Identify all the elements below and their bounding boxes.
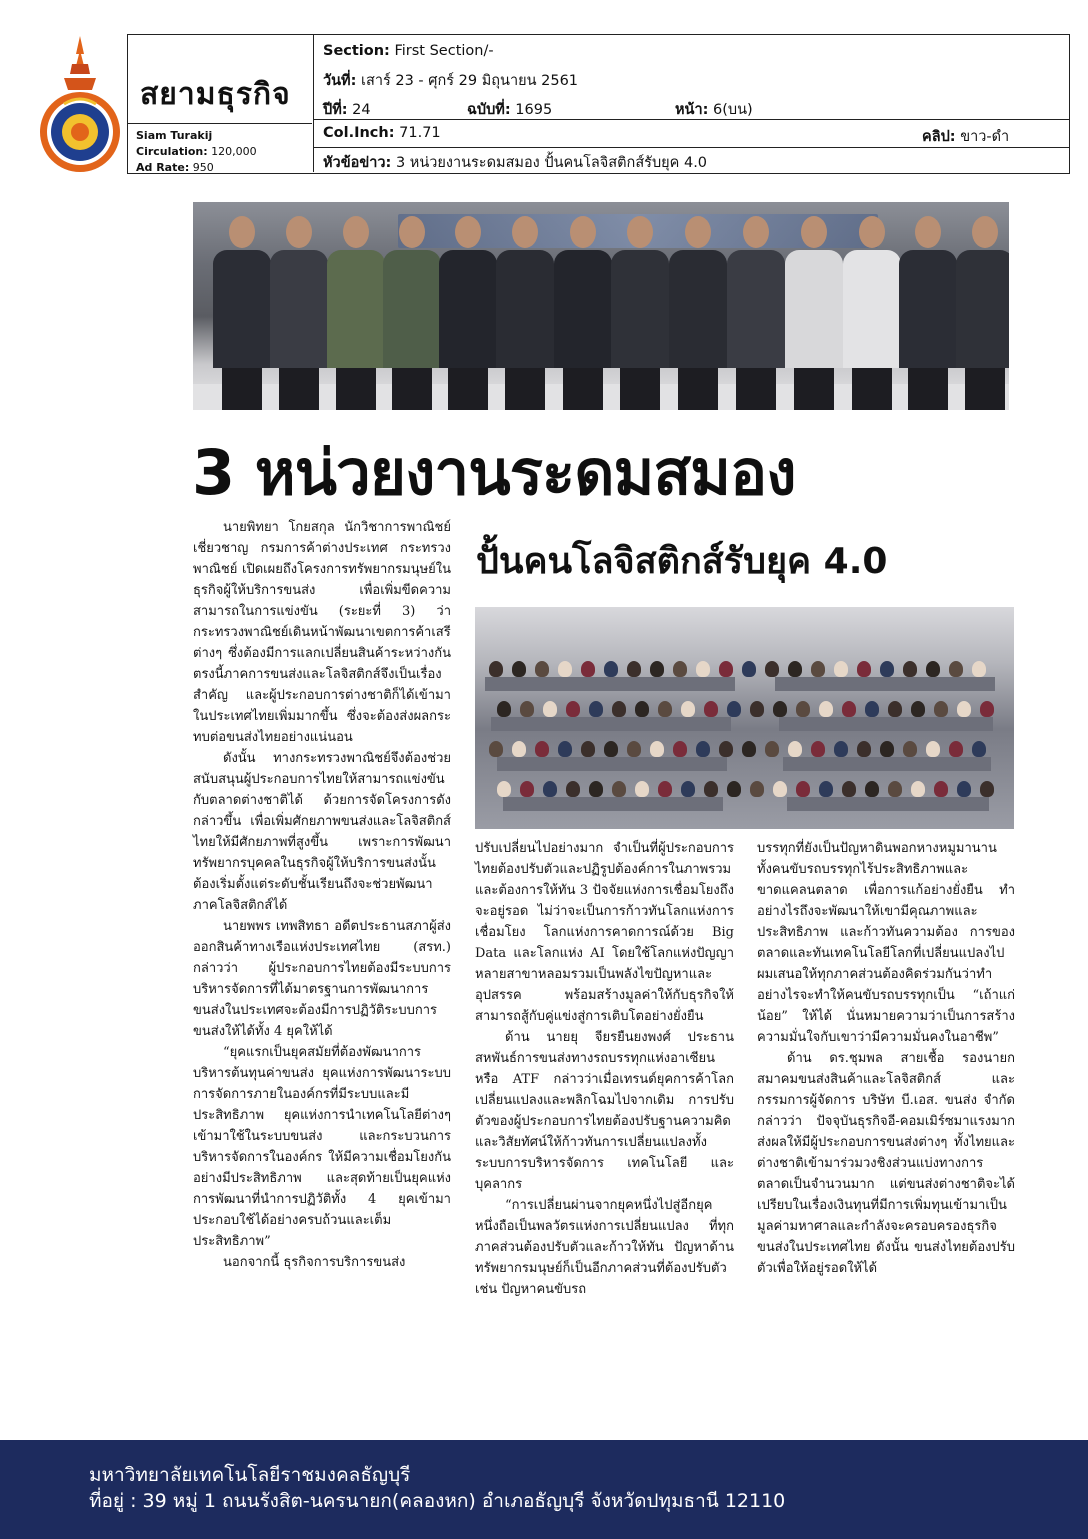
headline-value: 3 หน่วยงานระดมสมอง ปั้นคนโลจิสติกส์รับยุค 4.0 [395, 155, 708, 171]
paragraph: ด้าน นายยุ จียรยืนยงพงศ์ ประธานสหพันธ์การขนส่งทางรถบรรทุกแห่งอาเซียน หรือ ATF กล่าวว่าเมื่อเทรนด์ยุคการค้าโลกเปลี่ยนแปลงและพลิกโฉมไปจากเดิม การปรับตัวของผู้ประกอบการไทยต้องปรับฐานความคิดและวิสัยทัศน์ให้ก้าวทันการเปลี่ยนแปลงทั้งระบบการบริหารจัดการ เทคโนโลยี และบุคลากร [475, 1030, 734, 1192]
attendee-figure [742, 661, 756, 677]
attendee-figure [604, 741, 618, 757]
person-figure [956, 216, 1009, 410]
attendee-figure [911, 701, 925, 717]
article-column-1 [193, 517, 451, 1273]
person-figure [383, 216, 441, 410]
attendee-figure [903, 661, 917, 677]
article-column-2 [475, 838, 734, 1300]
attendee-figure [612, 781, 626, 797]
attendee-figure [796, 701, 810, 717]
paragraph: นอกจากนี้ ธุรกิจการบริการขนส่ง [223, 1255, 406, 1270]
ad-rate-value: 950 [192, 161, 214, 174]
paragraph: ปรับเปลี่ยนไปอย่างมาก จำเป็นที่ผู้ประกอบการไทยต้องปรับตัวและปฏิรูปต้องค์การในภาพรวม และต้องการให้ทัน 3 ปัจจัยแห่งการเชื่อมโยงถึงจะอยู่รอด ไม่ว่าจะเป็นการก้าวทันโลกแห่งการเชื่อมโยง โลกแห่งการคาดการณ์ด้วย Big Data และโลกแห่ง AI โดยใช้โลกแห่งปัญญาหลายสาขาหลอมรวมเป็นพลังไขปัญหาและอุปสรรค พร้อมสร้างมูลค่าให้กับธุรกิจให้สามารถสู้กับคู่แข่งสู่การเติบโตอย่างยั่งยืน [475, 841, 734, 1024]
person-figure [327, 216, 385, 410]
attendee-figure [543, 781, 557, 797]
group-photo [193, 202, 1009, 410]
attendee-figure [558, 741, 572, 757]
page-field [675, 98, 753, 121]
circulation-value: 120,000 [211, 145, 257, 158]
attendee-figure [658, 781, 672, 797]
seminar-table [497, 757, 727, 771]
person-figure [439, 216, 497, 410]
attendee-figure [520, 781, 534, 797]
attendee-figure [581, 661, 595, 677]
date-field [323, 69, 578, 92]
issue-field [467, 98, 552, 121]
attendee-figure [535, 741, 549, 757]
person-figure [213, 216, 271, 410]
attendee-figure [911, 781, 925, 797]
footer-bar [0, 1440, 1088, 1539]
year-field [323, 98, 371, 121]
attendee-figure [842, 781, 856, 797]
paragraph: “การเปลี่ยนผ่านจากยุคหนึ่งไปสู่อีกยุคหนึ่งถือเป็นพลวัตรแห่งการเปลี่ยนแปลง ที่ทุกภาคส่วนต้องปรับตัวและก้าวให้ทัน ปัญหาด้านทรัพยากรมนุษย์ก็เป็นอีกภาคส่วนที่ต้องปรับตัว เช่น ปัญหาคนขับรถ [475, 1198, 734, 1297]
attendee-figure [934, 701, 948, 717]
university-emblem-icon [34, 34, 126, 172]
attendee-figure [497, 781, 511, 797]
person-figure [669, 216, 727, 410]
attendee-figure [589, 701, 603, 717]
attendee-figure [719, 661, 733, 677]
attendee-figure [627, 661, 641, 677]
attendee-figure [934, 781, 948, 797]
attendee-figure [520, 701, 534, 717]
circulation-label: Circulation: [136, 145, 208, 158]
attendee-figure [727, 781, 741, 797]
attendee-figure [512, 661, 526, 677]
attendee-figure [489, 661, 503, 677]
attendee-figure [788, 661, 802, 677]
attendee-figure [589, 781, 603, 797]
brand-cell [128, 35, 314, 172]
attendee-figure [865, 781, 879, 797]
attendee-figure [558, 661, 572, 677]
attendee-figure [834, 741, 848, 757]
attendee-figure [696, 661, 710, 677]
person-figure [496, 216, 554, 410]
date-value: เสาร์ 23 - ศุกร์ 29 มิถุนายน 2561 [361, 73, 579, 89]
person-figure [899, 216, 957, 410]
brand-english: Siam Turakij [136, 129, 213, 142]
attendee-figure [903, 741, 917, 757]
attendee-figure [857, 741, 871, 757]
attendee-figure [857, 661, 871, 677]
attendee-figure [773, 701, 787, 717]
attendee-figure [957, 701, 971, 717]
seminar-table [779, 717, 993, 731]
colinch-value: 71.71 [399, 125, 441, 141]
attendee-figure [543, 701, 557, 717]
attendee-figure [972, 661, 986, 677]
attendee-figure [650, 741, 664, 757]
attendee-figure [719, 741, 733, 757]
article-subheadline: ปั้นคนโลจิสติกส์รับยุค 4.0 [476, 541, 888, 582]
paragraph: ดังนั้น ทางกระทรวงพาณิชย์จึงต้องช่วยสนับสนุนผู้ประกอบการไทยให้สามารถแข่งขันกับตลาดต่างชาติได้ ด้วยการจัดโครงการดังกล่าวขึ้น เพื่อเพิ่มศักยภาพขนส่งและโลจิสติกส์ไทยให้มีศักยภาพที่สูงขึ้น เพราะการพัฒนาทรัพยากรบุคคลในธุรกิจผู้ให้บริการขนส่งนั้น ต้องเริ่มตั้งแต่ระดับชั้นเรียนถึงจะช่วยพัฒนาภาคโลจิสติกส์ได้ [193, 751, 451, 913]
issue-value: 1695 [515, 102, 553, 118]
attendee-figure [796, 781, 810, 797]
seminar-table [491, 717, 731, 731]
attendee-figure [512, 741, 526, 757]
attendee-figure [880, 741, 894, 757]
section-value: First Section/- [394, 43, 494, 59]
attendee-figure [612, 701, 626, 717]
brand-divider [128, 123, 312, 124]
paragraph: นายพพร เทพสิทธา อดีตประธานสภาผู้ส่งออกสินค้าทางเรือแห่งประเทศไทย (สรท.) กล่าวว่า ผู้ประกอบการไทยต้องมีระบบการบริหารจัดการที่ได้มาตรฐานการพัฒนาการขนส่งในประเทศจะต้องมีการปฏิวัติระบบการขนส่งให้ได้ทั้ง 4 ยุคให้ได้ [193, 919, 451, 1039]
headline-label: หัวข้อข่าว: [323, 155, 392, 171]
person-figure [270, 216, 328, 410]
clip-label: คลิป: [922, 129, 956, 145]
attendee-figure [635, 781, 649, 797]
section-label: Section: [323, 43, 390, 59]
year-label: ปีที่: [323, 102, 348, 118]
ad-rate-label: Ad Rate: [136, 161, 190, 174]
attendee-figure [926, 741, 940, 757]
section-field [323, 43, 494, 59]
footer-address: ที่อยู่ : 39 หมู่ 1 ถนนรังสิต-นครนายก(คลองหก) อำเภอธัญบุรี จังหวัดปทุมธานี 12110 [89, 1490, 786, 1512]
attendee-figure [957, 781, 971, 797]
person-figure [611, 216, 669, 410]
attendee-figure [949, 741, 963, 757]
attendee-figure [980, 701, 994, 717]
person-figure [843, 216, 901, 410]
attendee-figure [497, 701, 511, 717]
attendee-figure [926, 661, 940, 677]
seminar-table [787, 797, 989, 811]
page-label: หน้า: [675, 102, 709, 118]
paragraph: บรรทุกที่ยังเป็นปัญหาดินพอกหางหมูมานาน ทั้งคนขับรถบรรทุกไร้ประสิทธิภาพและขาดแคลนตลาด เพื่อการแก้อย่างยั่งยืน ทำอย่างไรถึงจะพัฒนาให้เขามีคุณภาพและประสิทธิภาพ และก้าวทันความต้อง การของตลาดและทันเทคโนโลยีโลกที่เปลี่ยนแปลงไป ผมเสนอให้ทุกภาคส่วนต้องคิดร่วมกันว่าทำอย่างไรจะทำให้คนขับรถบรรทุกเป็น “เถ้าแก่น้อย” ให้ได้ นั่นหมายความว่าเป็นการสร้างความมั่นใจกับเขาว่ามีความมั่นคงในอาชีพ” [757, 841, 1015, 1045]
date-label: วันที่: [323, 73, 357, 89]
attendee-figure [972, 741, 986, 757]
meta-divider [314, 119, 1069, 120]
attendee-figure [765, 741, 779, 757]
attendee-figure [773, 781, 787, 797]
paragraph: ด้าน ดร.ชุมพล สายเชื้อ รองนายกสมาคมขนส่งสินค้าและโลจิสติกส์ และกรรมการผู้จัดการ บริษัท บี.เอส. ขนส่ง จำกัด กล่าวว่า ปัจจุบันธุรกิจอี-คอมเมิร์ซมาแรงมาก ส่งผลให้มีผู้ประกอบการขนส่งต่างๆ ทั้งไทยและต่างชาติเข้ามาร่วมวงชิงส่วนแบ่งทางการตลาดเป็นจำนวนมาก แต่ขนส่งต่างชาติจะได้เปรียบในเรื่องเงินทุนที่มีการเพิ่มทุนเข้ามาเป็นมูลค่ามหาศาลและกำลังจะครอบครองธุรกิจขนส่งในประเทศไทย ดังนั้น ขนส่งไทยต้องปรับตัวเพื่อให้อยู่รอดให้ได้ [757, 1051, 1015, 1276]
attendee-figure [742, 741, 756, 757]
person-figure [554, 216, 612, 410]
attendee-figure [888, 781, 902, 797]
attendee-figure [535, 661, 549, 677]
attendee-figure [635, 701, 649, 717]
attendee-figure [673, 741, 687, 757]
paragraph: “ยุคแรกเป็นยุคสมัยที่ต้องพัฒนาการบริหารต้นทุนค่าขนส่ง ยุคแห่งการพัฒนาระบบการจัดการภายในองค์กรที่มีระบบและมีประสิทธิภาพ ยุคแห่งการนำเทคโนโลยีต่างๆ เข้ามาใช้ในระบบขนส่ง และกระบวนการบริหารจัดการในองค์กร ให้มีความเชื่อมโยงกันอย่างมีประสิทธิภาพ และสุดท้ายเป็นยุคแห่งการพัฒนาที่นำการปฏิวัติทั้ง 4 ยุคเข้ามาประกอบใช้ได้อย่างครบถ้วนและเต็มประสิทธิภาพ” [193, 1045, 451, 1249]
attendee-figure [681, 781, 695, 797]
clip-value: ขาว-ดำ [960, 129, 1010, 145]
year-value: 24 [352, 102, 371, 118]
attendee-figure [888, 701, 902, 717]
attendee-figure [788, 741, 802, 757]
attendee-figure [750, 701, 764, 717]
headline-field [323, 151, 707, 174]
clip-field [922, 125, 1009, 148]
attendee-figure [704, 701, 718, 717]
meta-divider [314, 147, 1069, 148]
attendee-figure [681, 701, 695, 717]
attendee-figure [650, 661, 664, 677]
attendee-figure [834, 661, 848, 677]
attendee-figure [566, 701, 580, 717]
header-info-box [127, 34, 1070, 174]
attendee-figure [765, 661, 779, 677]
footer-university: มหาวิทยาลัยเทคโนโลยีราชมงคลธัญบุรี [89, 1464, 411, 1486]
attendee-figure [842, 701, 856, 717]
attendee-figure [980, 781, 994, 797]
issue-label: ฉบับที่: [467, 102, 511, 118]
attendee-figure [489, 741, 503, 757]
seminar-photo [475, 607, 1014, 829]
attendee-figure [811, 741, 825, 757]
attendee-figure [673, 661, 687, 677]
attendee-figure [696, 741, 710, 757]
attendee-figure [604, 661, 618, 677]
article-headline: 3 หน่วยงานระดมสมอง [192, 436, 796, 509]
paragraph: นายพิทยา โกยสกุล นักวิชาการพาณิชย์เชี่ยวชาญ กรมการค้าต่างประเทศ กระทรวงพาณิชย์ เปิดเผยถึงโครงการทรัพยากรมนุษย์ในธุรกิจผู้ให้บริการขนส่ง เพื่อเพิ่มขีดความสามารถในการแข่งขัน (ระยะที่ 3) ว่า กระทรวงพาณิชย์เดินหน้าพัฒนาเขตการค้าเสรีต่างๆ ซึ่งต้องมีการแลกเปลี่ยนสินค้าระหว่างกัน ตรงนี้ภาคการขนส่งและโลจิสติกส์จึงเป็นเรื่องสำคัญ และผู้ประกอบการต่างชาติก็ได้เข้ามาในประเทศไทยเพิ่มมากขึ้น ซึ่งจะต้องส่งผลกระทบต่อขนส่งไทยอย่างแน่นอน [193, 520, 451, 745]
person-figure [727, 216, 785, 410]
seminar-table [503, 797, 723, 811]
page-value: 6(บน) [713, 102, 753, 118]
colinch-label: Col.Inch: [323, 125, 395, 141]
attendee-figure [658, 701, 672, 717]
attendee-figure [581, 741, 595, 757]
attendee-figure [949, 661, 963, 677]
attendee-figure [704, 781, 718, 797]
seminar-table [775, 677, 995, 691]
attendee-figure [566, 781, 580, 797]
attendee-figure [865, 701, 879, 717]
attendee-figure [811, 661, 825, 677]
article-column-3 [757, 838, 1015, 1279]
attendee-figure [627, 741, 641, 757]
attendee-figure [819, 701, 833, 717]
seminar-table [485, 677, 735, 691]
seminar-table [783, 757, 991, 771]
brand-name: สยามธุรกิจ [140, 77, 291, 112]
attendee-figure [727, 701, 741, 717]
person-figure [785, 216, 843, 410]
attendee-figure [750, 781, 764, 797]
colinch-field [323, 125, 441, 141]
attendee-figure [880, 661, 894, 677]
attendee-figure [819, 781, 833, 797]
brand-details [136, 128, 257, 176]
